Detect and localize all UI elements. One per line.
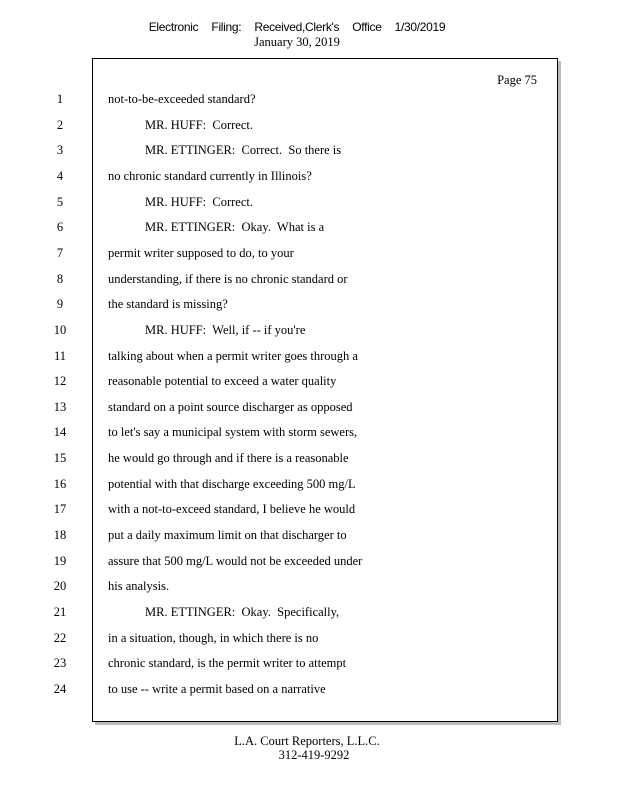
line-text: he would go through and if there is a reasonable xyxy=(108,451,349,466)
line-number: 6 xyxy=(56,220,64,235)
line-text: potential with that discharge exceeding 500 mg/L xyxy=(108,476,356,491)
line-number: 19 xyxy=(53,553,67,568)
line-number: 10 xyxy=(53,322,67,337)
line-number: 4 xyxy=(56,168,64,183)
line-number: 15 xyxy=(53,451,67,466)
line-text: permit writer supposed to do, to your xyxy=(108,245,294,260)
line-number: 13 xyxy=(53,399,67,414)
line-text: assure that 500 mg/L would not be exceeded under xyxy=(108,553,363,568)
line-text: MR. HUFF: Correct. xyxy=(145,117,253,132)
line-number: 5 xyxy=(56,194,64,209)
line-text: to use -- write a permit based on a narrative xyxy=(108,681,326,696)
page-number: Page 75 xyxy=(497,73,537,87)
line-text: to let's say a municipal system with storm sewers, xyxy=(108,425,358,440)
line-number: 8 xyxy=(56,271,64,286)
line-number: 1 xyxy=(56,92,64,106)
line-text: put a daily maximum limit on that discharger to xyxy=(108,528,347,543)
line-text: not-to-be-exceeded standard? xyxy=(108,92,256,106)
line-text: reasonable potential to exceed a water quality xyxy=(108,374,337,389)
line-text: talking about when a permit writer goes through a xyxy=(108,348,358,363)
line-number: 20 xyxy=(53,579,67,594)
line-text: understanding, if there is no chronic standard or xyxy=(108,271,348,286)
line-text: MR. ETTINGER: Okay. Specifically, xyxy=(145,605,340,619)
line-text: MR. ETTINGER: Correct. So there is xyxy=(145,143,342,158)
line-text: chronic standard, is the permit writer to attempt xyxy=(108,656,347,671)
footer-company: L.A. Court Reporters, L.L.C. xyxy=(234,734,380,748)
line-number: 14 xyxy=(53,425,67,440)
line-number: 12 xyxy=(53,374,67,389)
line-number: 16 xyxy=(53,476,67,491)
line-number: 7 xyxy=(56,245,64,260)
line-number: 2 xyxy=(56,117,64,132)
line-number: 3 xyxy=(56,143,64,158)
line-text: MR. HUFF: Well, if -- if you're xyxy=(145,322,306,337)
line-text: MR. ETTINGER: Okay. What is a xyxy=(145,220,325,235)
line-number: 18 xyxy=(53,528,67,543)
filing-date: January 30, 2019 xyxy=(254,35,340,49)
line-number: 11 xyxy=(53,348,67,363)
line-number: 22 xyxy=(53,630,67,645)
footer-phone: 312-419-9292 xyxy=(278,748,350,762)
line-text: in a situation, though, in which there is no xyxy=(108,630,319,645)
line-number: 17 xyxy=(53,502,67,517)
line-text: his analysis. xyxy=(108,579,170,594)
line-number: 21 xyxy=(53,605,67,619)
line-number: 23 xyxy=(53,656,67,671)
line-text: standard on a point source discharger as opposed xyxy=(108,399,353,414)
filing-stamp: Electronic Filing: Received,Clerk's Office 1/30/2019 xyxy=(148,20,446,34)
line-text: no chronic standard currently in Illinois? xyxy=(108,168,312,183)
line-number: 9 xyxy=(56,297,64,312)
line-text: with a not-to-exceed standard, I believe he would xyxy=(108,502,356,517)
line-text: the standard is missing? xyxy=(108,297,228,312)
line-text: MR. HUFF: Correct. xyxy=(145,194,253,209)
line-number: 24 xyxy=(53,681,67,696)
